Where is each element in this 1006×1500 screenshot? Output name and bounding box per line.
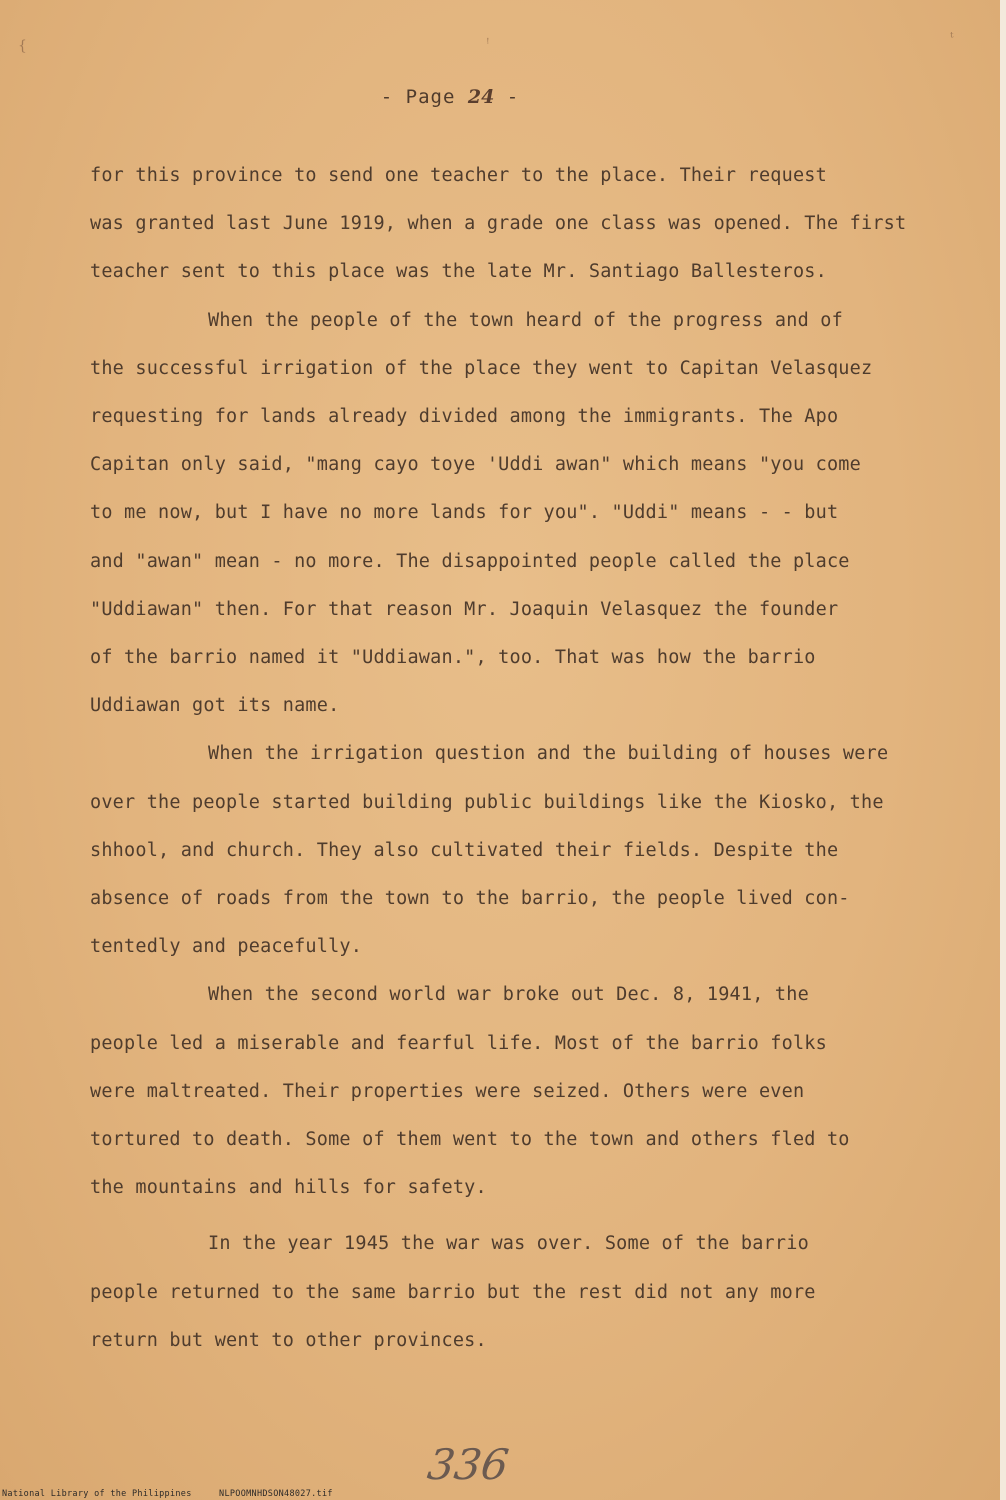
- paragraph-line: When the second world war broke out Dec. 8, 1941, the: [208, 984, 809, 1006]
- paragraph-line: people returned to the same barrio but the rest did not any more: [90, 1281, 816, 1303]
- paragraph-line: requesting for lands already divided among the immigrants. The Apo: [90, 406, 839, 428]
- paragraph-line: When the people of the town heard of the progress and of: [208, 309, 843, 331]
- paragraph-line: and "awan" mean - no more. The disappointed people called the place: [90, 550, 850, 572]
- paragraph-line: people led a miserable and fearful life. Most of the barrio folks: [90, 1032, 827, 1054]
- paragraph-5: [90, 1220, 950, 1365]
- paragraph-line: Uddiawan got its name.: [90, 695, 340, 717]
- paragraph-2: [90, 297, 950, 731]
- page-header-suffix: -: [506, 86, 520, 108]
- paragraph-line: the successful irrigation of the place they went to Capitan Velasquez: [90, 357, 873, 379]
- scan-credit: [2, 1489, 355, 1499]
- paragraph-line: "Uddiawan" then. For that reason Mr. Joaquin Velasquez the founder: [90, 598, 839, 620]
- paragraph-line: When the irrigation question and the building of houses were: [208, 743, 889, 765]
- paragraph-line: tortured to death. Some of them went to the town and others fled to: [90, 1129, 850, 1151]
- handwritten-folio-number: 336: [424, 1440, 512, 1489]
- corner-mark-right: ᵗ: [950, 30, 954, 46]
- paragraph-line: were maltreated. Their properties were seized. Others were even: [90, 1080, 805, 1102]
- paragraph-line: over the people started building public buildings like the Kiosko, the: [90, 791, 884, 813]
- body-text: [90, 152, 950, 1365]
- paragraph-line: to me now, but I have no more lands for you". "Uddi" means - - but: [90, 502, 839, 524]
- paragraph-line: of the barrio named it "Uddiawan.", too. That was how the barrio: [90, 647, 816, 669]
- page-header-prefix: - Page: [380, 86, 456, 108]
- paragraph-line: Capitan only said, "mang cayo toye 'Uddi awan" which means "you come: [90, 454, 861, 476]
- paragraph-1: [90, 152, 950, 297]
- paragraph-line: was granted last June 1919, when a grade one class was opened. The first: [90, 213, 907, 235]
- paragraph-line: absence of roads from the town to the barrio, the people lived con-: [90, 888, 850, 910]
- page-header: [0, 86, 900, 108]
- paragraph-line: for this province to send one teacher to the place. Their request: [90, 165, 827, 186]
- paragraph-line: return but went to other provinces.: [90, 1329, 487, 1351]
- scan-edge: [1000, 0, 1006, 1500]
- paragraph-3: [90, 730, 950, 971]
- corner-mark-left: {: [18, 38, 27, 54]
- paragraph-line: shhool, and church. They also cultivated their fields. Despite the: [90, 839, 839, 861]
- page-number: 24: [467, 86, 495, 108]
- paragraph-line: tentedly and peacefully.: [90, 936, 363, 958]
- scan-filename: NLPOOMNHDSON48027.tif: [219, 1489, 333, 1499]
- paragraph-line: In the year 1945 the war was over. Some of the barrio: [208, 1233, 809, 1255]
- paragraph-line: the mountains and hills for safety.: [90, 1177, 487, 1199]
- paragraph-line: teacher sent to this place was the late Mr. Santiago Ballesteros.: [90, 261, 827, 283]
- library-name: National Library of the Philippines: [2, 1489, 192, 1499]
- corner-mark-center: ꜝ: [486, 36, 490, 52]
- paragraph-4: [90, 971, 950, 1212]
